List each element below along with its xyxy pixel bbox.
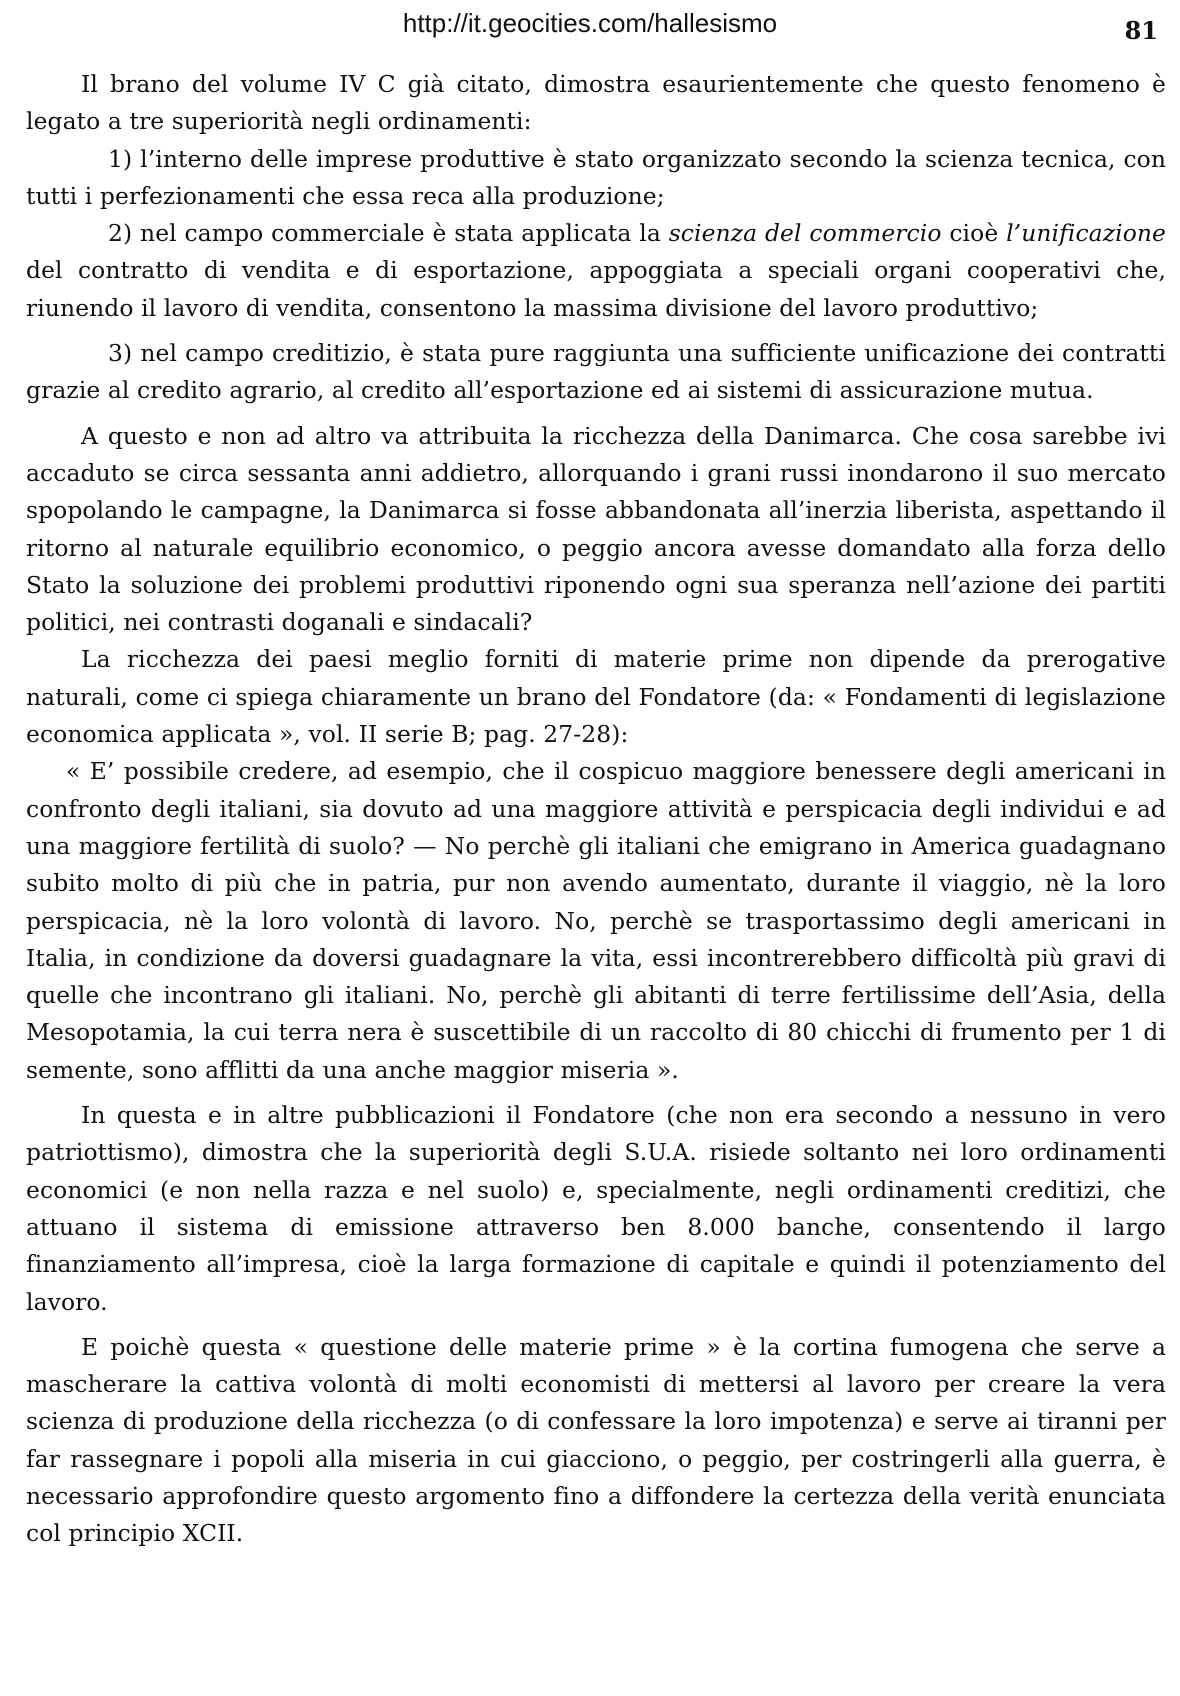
paragraph-fondatore: In questa e in altre pubblicazioni il Fondatore (che non era secondo a nessuno in vero patriottismo), dimostra che la superiorità degli S.U.A. risiede soltanto nei loro ordinamenti economici (e non nella razza e nel suolo) e, specialmente, negli ordinamenti creditizi, che attuano il sistema di emissione attraverso ben 8.000 banche, consentendo il largo finanziamento all’impresa, cioè la larga formazione di capitale e quindi il potenziamento del lavoro. <box>26 1101 1166 1316</box>
body-text <box>26 66 1166 1553</box>
page-number: 81 <box>1124 16 1158 45</box>
header-url: http://it.geocities.com/hallesismo <box>402 8 778 38</box>
list-item-1: 1) l’interno delle imprese produttive è stato organizzato secondo la scienza tecnica, con tutti i perfezionamenti che essa reca alla produzione; <box>26 144 1166 210</box>
paragraph-danimarca: A questo e non ad altro va attribuita la ricchezza della Danimarca. Che cosa sarebbe ivi accaduto se circa sessanta anni addietro, allorquando i grani russi inondarono il suo mercato spopolando le campagne, la Danimarca si fosse abbandonata all’inerzia liberista, aspettando il ritorno al naturale equilibrio economico, o peggio ancora avesse domandato alla forza dello Stato la soluzione dei problemi produttivi riponendo ogni sua speranza nell’azione dei partiti politici, nei contrasti doganali e sindacali? <box>26 421 1166 637</box>
paragraph-materie-prime: La ricchezza dei paesi meglio forniti di materie prime non dipende da prerogative naturali, come ci spiega chiaramente un brano del Fondatore (da: « Fondamenti di legislazione economica applicata », vol. II serie B; pag. 27-28): <box>26 645 1166 749</box>
paragraph-intro: Il brano del volume IV C già citato, dimostra esaurientemente che questo fenomeno è legato a tre superiorità negli ordinamenti: <box>26 70 1166 136</box>
list-item-3: 3) nel campo creditizio, è stata pure raggiunta una sufficiente unificazione dei contratti grazie al credito agrario, al credito all’esportazione ed ai sistemi di assicurazione mutua. <box>26 339 1166 405</box>
list-item-2-text-b: cioè <box>941 219 1007 248</box>
list-item-2-italic-a: scienza del commercio <box>668 219 942 248</box>
paragraph-quotation: « E’ possibile credere, ad esempio, che il cospicuo maggiore benessere degli americani in confronto degli italiani, sia dovuto ad una maggiore attività e perspicacia degli individui e ad una maggiore fertilità di suolo? — No perchè gli italiani che emigrano in America guadagnano subito molto di più che in patria, pur non avendo aumentato, durante il viaggio, nè la loro perspicacia, nè la loro volontà di lavoro. No, perchè se trasportassimo degli americani in Italia, in condizione da doversi guadagnare la vita, essi incontrerebbero difficoltà più gravi di quelle che incontrano gli italiani. No, perchè gli abitanti di terre fertilissime dell’Asia, della Mesopotamia, la cui terra nera è suscettibile di un raccolto di 80 chicchi di frumento per 1 di semente, sono afflitti da una anche maggior miseria ». <box>26 757 1166 1084</box>
list-item-2-text-c: del contratto di vendita e di esportazione, appoggiata a speciali organi cooperativi che, riunendo il lavoro di vendita, consentono la massima divisione del lavoro produttivo; <box>26 256 1166 322</box>
list-item-2-text-a: 2) nel campo commerciale è stata applicata la <box>108 219 669 248</box>
list-item-2-italic-b: l’unificazione <box>1006 219 1166 248</box>
list-item-2 <box>26 215 1166 327</box>
paragraph-conclusion: E poichè questa « questione delle materie prime » è la cortina fumogena che serve a mascherare la cattiva volontà di molti economisti di mettersi al lavoro per creare la vera scienza di produzione della ricchezza (o di confessare la loro impotenza) e serve ai tiranni per far rassegnare i popoli alla miseria in cui giacciono, o peggio, per costringerli alla guerra, è necessario approfondire questo argomento fino a diffondere la certezza della verità enunciata col principio XCII. <box>26 1332 1166 1548</box>
